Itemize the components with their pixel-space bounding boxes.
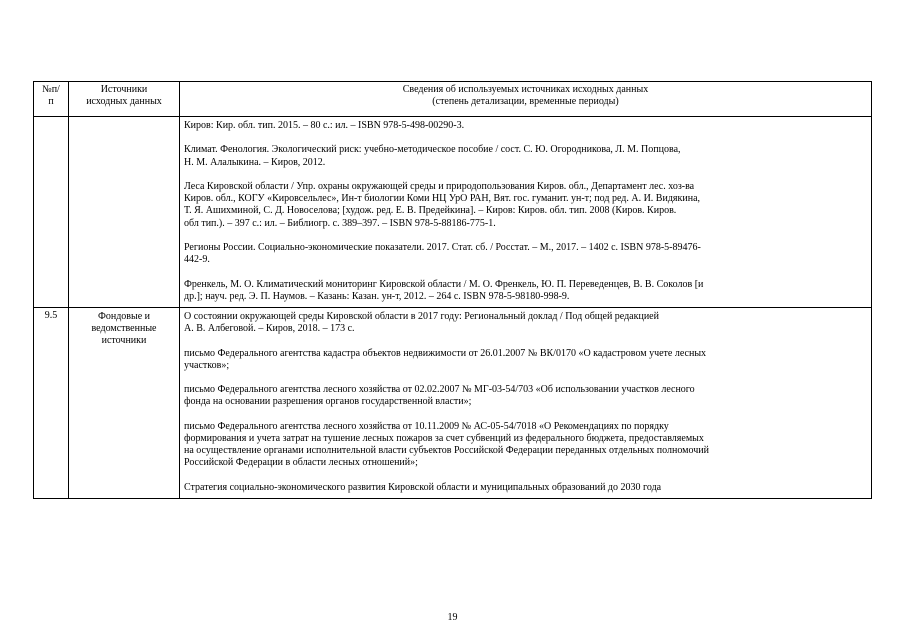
header-info-line: (степень детализации, временные периоды): [432, 96, 619, 108]
source-entry: [184, 348, 865, 372]
entry-line: фонда на основании разрешения органов государственной власти»;: [184, 396, 472, 408]
entry-line: письмо Федерального агентства кадастра объектов недвижимости от 26.01.2007 № ВК/0170 «О кадастровом учете лесных: [184, 347, 707, 359]
entry-line: А. В. Албеговой. – Киров, 2018. – 173 с.: [184, 323, 355, 335]
entry-line: др.]; науч. ред. Э. П. Наумов. – Казань: Казан. ун-т, 2012. – 264 с. ISBN 978-5-98180-998-9.: [184, 290, 570, 302]
entry-line: Леса Кировской области / Упр. охраны окружающей среды и природопользования Киров. обл., Департамент лес. хоз-ва: [184, 180, 695, 192]
entry-line: Стратегия социально-экономического развития Кировской области и муниципальных образований до 2030 года: [184, 481, 662, 493]
source-entry: [184, 279, 865, 303]
entry-line: участков»;: [184, 359, 230, 371]
sources-table: [33, 81, 872, 499]
source-line: Фондовые и: [97, 310, 151, 322]
header-num-line: №п/: [42, 84, 60, 95]
entry-line: Климат. Фенология. Экологический риск: учебно-методическое пособие / сост. С. Ю. Огородникова, Л. М. Попцова,: [184, 144, 681, 156]
source-entry: [184, 421, 865, 470]
header-num-line: п: [48, 96, 54, 108]
source-entry: [184, 181, 865, 230]
entry-line: формирования и учета затрат на тушение лесных пожаров за счет субвенций из федерального бюджета, предоставляемых: [184, 432, 704, 444]
source-line: источники: [101, 335, 147, 347]
source-entry: [184, 120, 865, 132]
entry-line: Т. Я. Ашихминой, С. Д. Новоселова; [худож. ред. Е. В. Предейкина]. – Киров: Киров. обл. тип. 2008 (Киров. Киров.: [184, 205, 677, 217]
row-source: [69, 307, 180, 498]
entry-line: Российской Федерации в области лесных отношений»;: [184, 457, 418, 469]
entry-line: на осуществление органами исполнительной власти субъектов Российской Федерации переданных отдельных полномочий: [184, 445, 709, 457]
table-header-row: [34, 82, 872, 117]
header-sources: [69, 82, 180, 117]
source-entry: [184, 144, 865, 168]
header-sources-line: исходных данных: [86, 96, 162, 108]
header-sources-line: Источники: [100, 84, 148, 95]
entry-line: Френкель, М. О. Климатический мониторинг Кировской области / М. О. Френкель, Ю. П. Переведенцев, В. В. Соколов [и: [184, 278, 704, 290]
entry-line: Регионы России. Социально-экономические показатели. 2017. Стат. сб. / Росстат. – М., 2017. – 1402 с. ISBN 978-5-89476-: [184, 241, 701, 253]
source-entry: [184, 482, 865, 494]
entry-line: Киров: Кир. обл. тип. 2015. – 80 с.: ил. – ISBN 978-5-498-00290-3.: [184, 120, 465, 131]
entry-line: письмо Федерального агентства лесного хозяйства от 10.11.2009 № АС-05-54/7018 «О Рекомендациях по порядку: [184, 420, 669, 432]
row-info: [180, 307, 872, 498]
entry-line: обл тип.). – 397 с.: ил. – Библиогр. с. 389–397. – ISBN 978-5-88186-775-1.: [184, 217, 496, 229]
header-info-line: Сведения об используемых источниках исходных данных: [402, 84, 649, 95]
entry-line: 442-9.: [184, 254, 210, 266]
entry-line: Н. М. Алалыкина. – Киров, 2012.: [184, 156, 326, 168]
source-entry: [184, 311, 865, 335]
row-num: [34, 117, 69, 308]
source-entry: [184, 384, 865, 408]
source-line: ведомственные: [91, 323, 157, 335]
header-info: [180, 82, 872, 117]
table-row: [34, 117, 872, 308]
header-num: [34, 82, 69, 117]
entry-line: О состоянии окружающей среды Кировской области в 2017 году: Региональный доклад / Под общей редакцией: [184, 310, 659, 322]
row-num: 9.5: [34, 307, 69, 498]
row-source: [69, 117, 180, 308]
source-entry: [184, 242, 865, 266]
row-info: [180, 117, 872, 308]
entry-line: письмо Федерального агентства лесного хозяйства от 02.02.2007 № МГ-03-54/703 «Об использовании участков лесного: [184, 384, 695, 396]
page-number: 19: [447, 612, 458, 623]
table-row: [34, 307, 872, 498]
entry-line: Киров. обл., КОГУ «Кировсельлес», Ин-т биологии Коми НЦ УрО РАН, Вят. гос. гуманит. ун-т; под ред. А. И. Видякина,: [184, 193, 701, 205]
